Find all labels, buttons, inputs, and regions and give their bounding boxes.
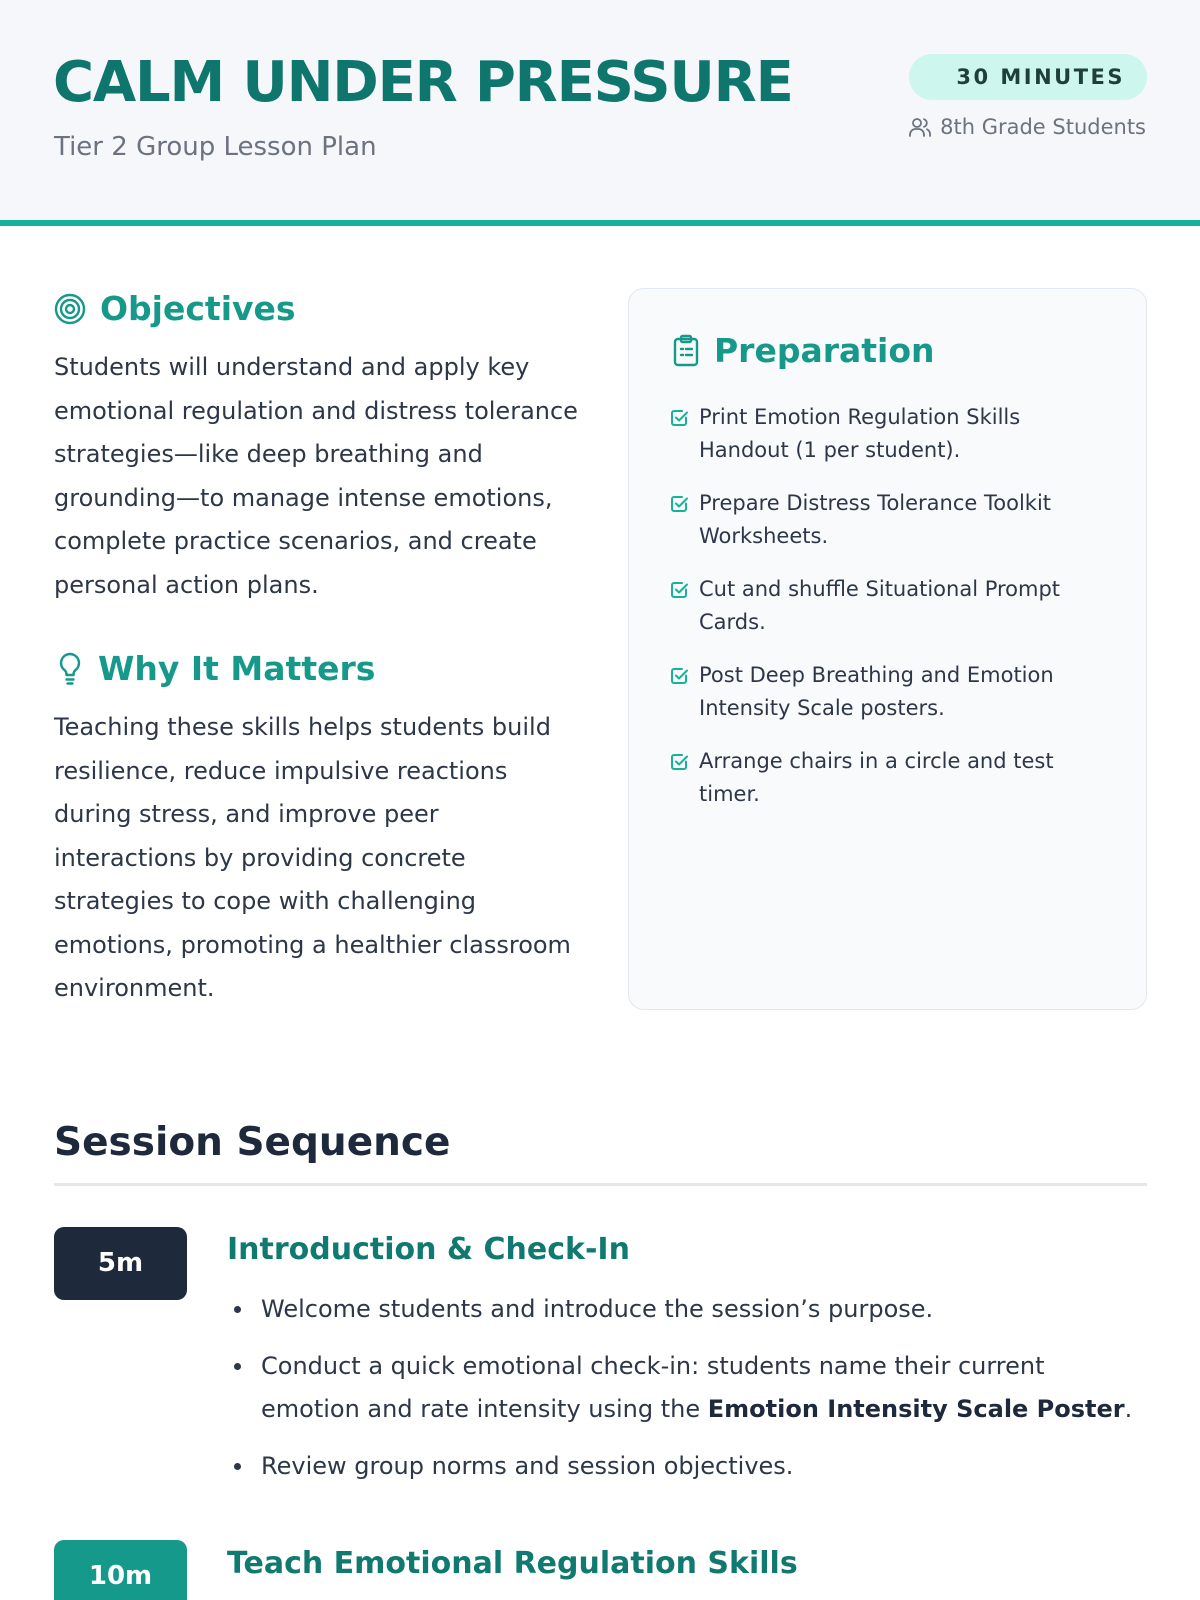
checkbox-checked-icon	[669, 401, 689, 438]
preparation-item-text: Arrange chairs in a circle and test timer.	[699, 749, 1054, 806]
checkbox-checked-icon	[669, 659, 689, 696]
preparation-item-text: Prepare Distress Tolerance Toolkit Worksheets.	[699, 491, 1052, 548]
page-title: CALM UNDER PRESSURE	[53, 50, 793, 115]
preparation-item	[669, 745, 1109, 811]
step-title: Introduction & Check-In	[227, 1232, 630, 1267]
objectives-title: Objectives	[100, 289, 296, 328]
clipboard-icon	[672, 334, 700, 368]
preparation-item	[669, 573, 1109, 639]
checkbox-checked-icon	[669, 573, 689, 610]
step-bullet-text: Welcome students and introduce the session’s purpose.	[261, 1295, 934, 1323]
preparation-item	[669, 659, 1109, 725]
step-title: Teach Emotional Regulation Skills	[227, 1546, 798, 1581]
audience-text: 8th Grade Students	[940, 115, 1146, 139]
step-bullet	[227, 1345, 1147, 1431]
preparation-item	[669, 487, 1109, 553]
step-bullet-suffix: .	[1124, 1395, 1133, 1423]
preparation-item-text: Print Emotion Regulation Skills Handout (1 per student).	[699, 405, 1021, 462]
step-time-badge: 5m	[54, 1227, 187, 1300]
step-time-badge: 10m	[54, 1540, 187, 1600]
why-title: Why It Matters	[98, 649, 376, 688]
audience-label	[908, 115, 1146, 139]
step-bullet-emphasis: Emotion Intensity Scale Poster	[707, 1395, 1125, 1423]
divider	[54, 1183, 1147, 1186]
users-icon	[908, 115, 932, 139]
why-text: Teaching these skills helps students build resilience, reduce impulsive reactions during stress, and improve peer interactions by providing concrete strategies to cope with challenging emotions, promoting a healthier classroom environment.	[54, 713, 571, 1002]
preparation-item	[669, 401, 1109, 467]
preparation-heading	[672, 331, 935, 370]
lightbulb-icon	[56, 651, 84, 687]
preparation-title: Preparation	[714, 331, 935, 370]
step-bullet-text: Review group norms and session objectives.	[261, 1452, 794, 1480]
step-bullet-list	[227, 1288, 1147, 1502]
preparation-list	[669, 401, 1109, 831]
lesson-header	[0, 0, 1200, 226]
session-sequence-title: Session Sequence	[54, 1120, 451, 1165]
step-bullet-text: Conduct a quick emotional check-in: students name their current emotion and rate intensity using the	[261, 1352, 1045, 1423]
preparation-item-text: Cut and shuffle Situational Prompt Cards.	[699, 577, 1061, 634]
checkbox-checked-icon	[669, 745, 689, 782]
preparation-item-text: Post Deep Breathing and Emotion Intensity Scale posters.	[699, 663, 1054, 720]
objectives-heading	[54, 289, 296, 328]
checkbox-checked-icon	[669, 487, 689, 524]
target-icon	[54, 293, 86, 325]
step-bullet	[227, 1445, 1147, 1488]
step-bullet	[227, 1288, 1147, 1331]
duration-badge: 30 MINUTES	[909, 54, 1147, 100]
objectives-text: Students will understand and apply key emotional regulation and distress tolerance strategies—like deep breathing and grounding—to manage intense emotions, complete practice scenarios, and create personal action plans.	[54, 353, 578, 599]
why-heading	[56, 649, 375, 688]
page-subtitle: Tier 2 Group Lesson Plan	[54, 132, 377, 162]
preparation-card	[628, 288, 1147, 1010]
